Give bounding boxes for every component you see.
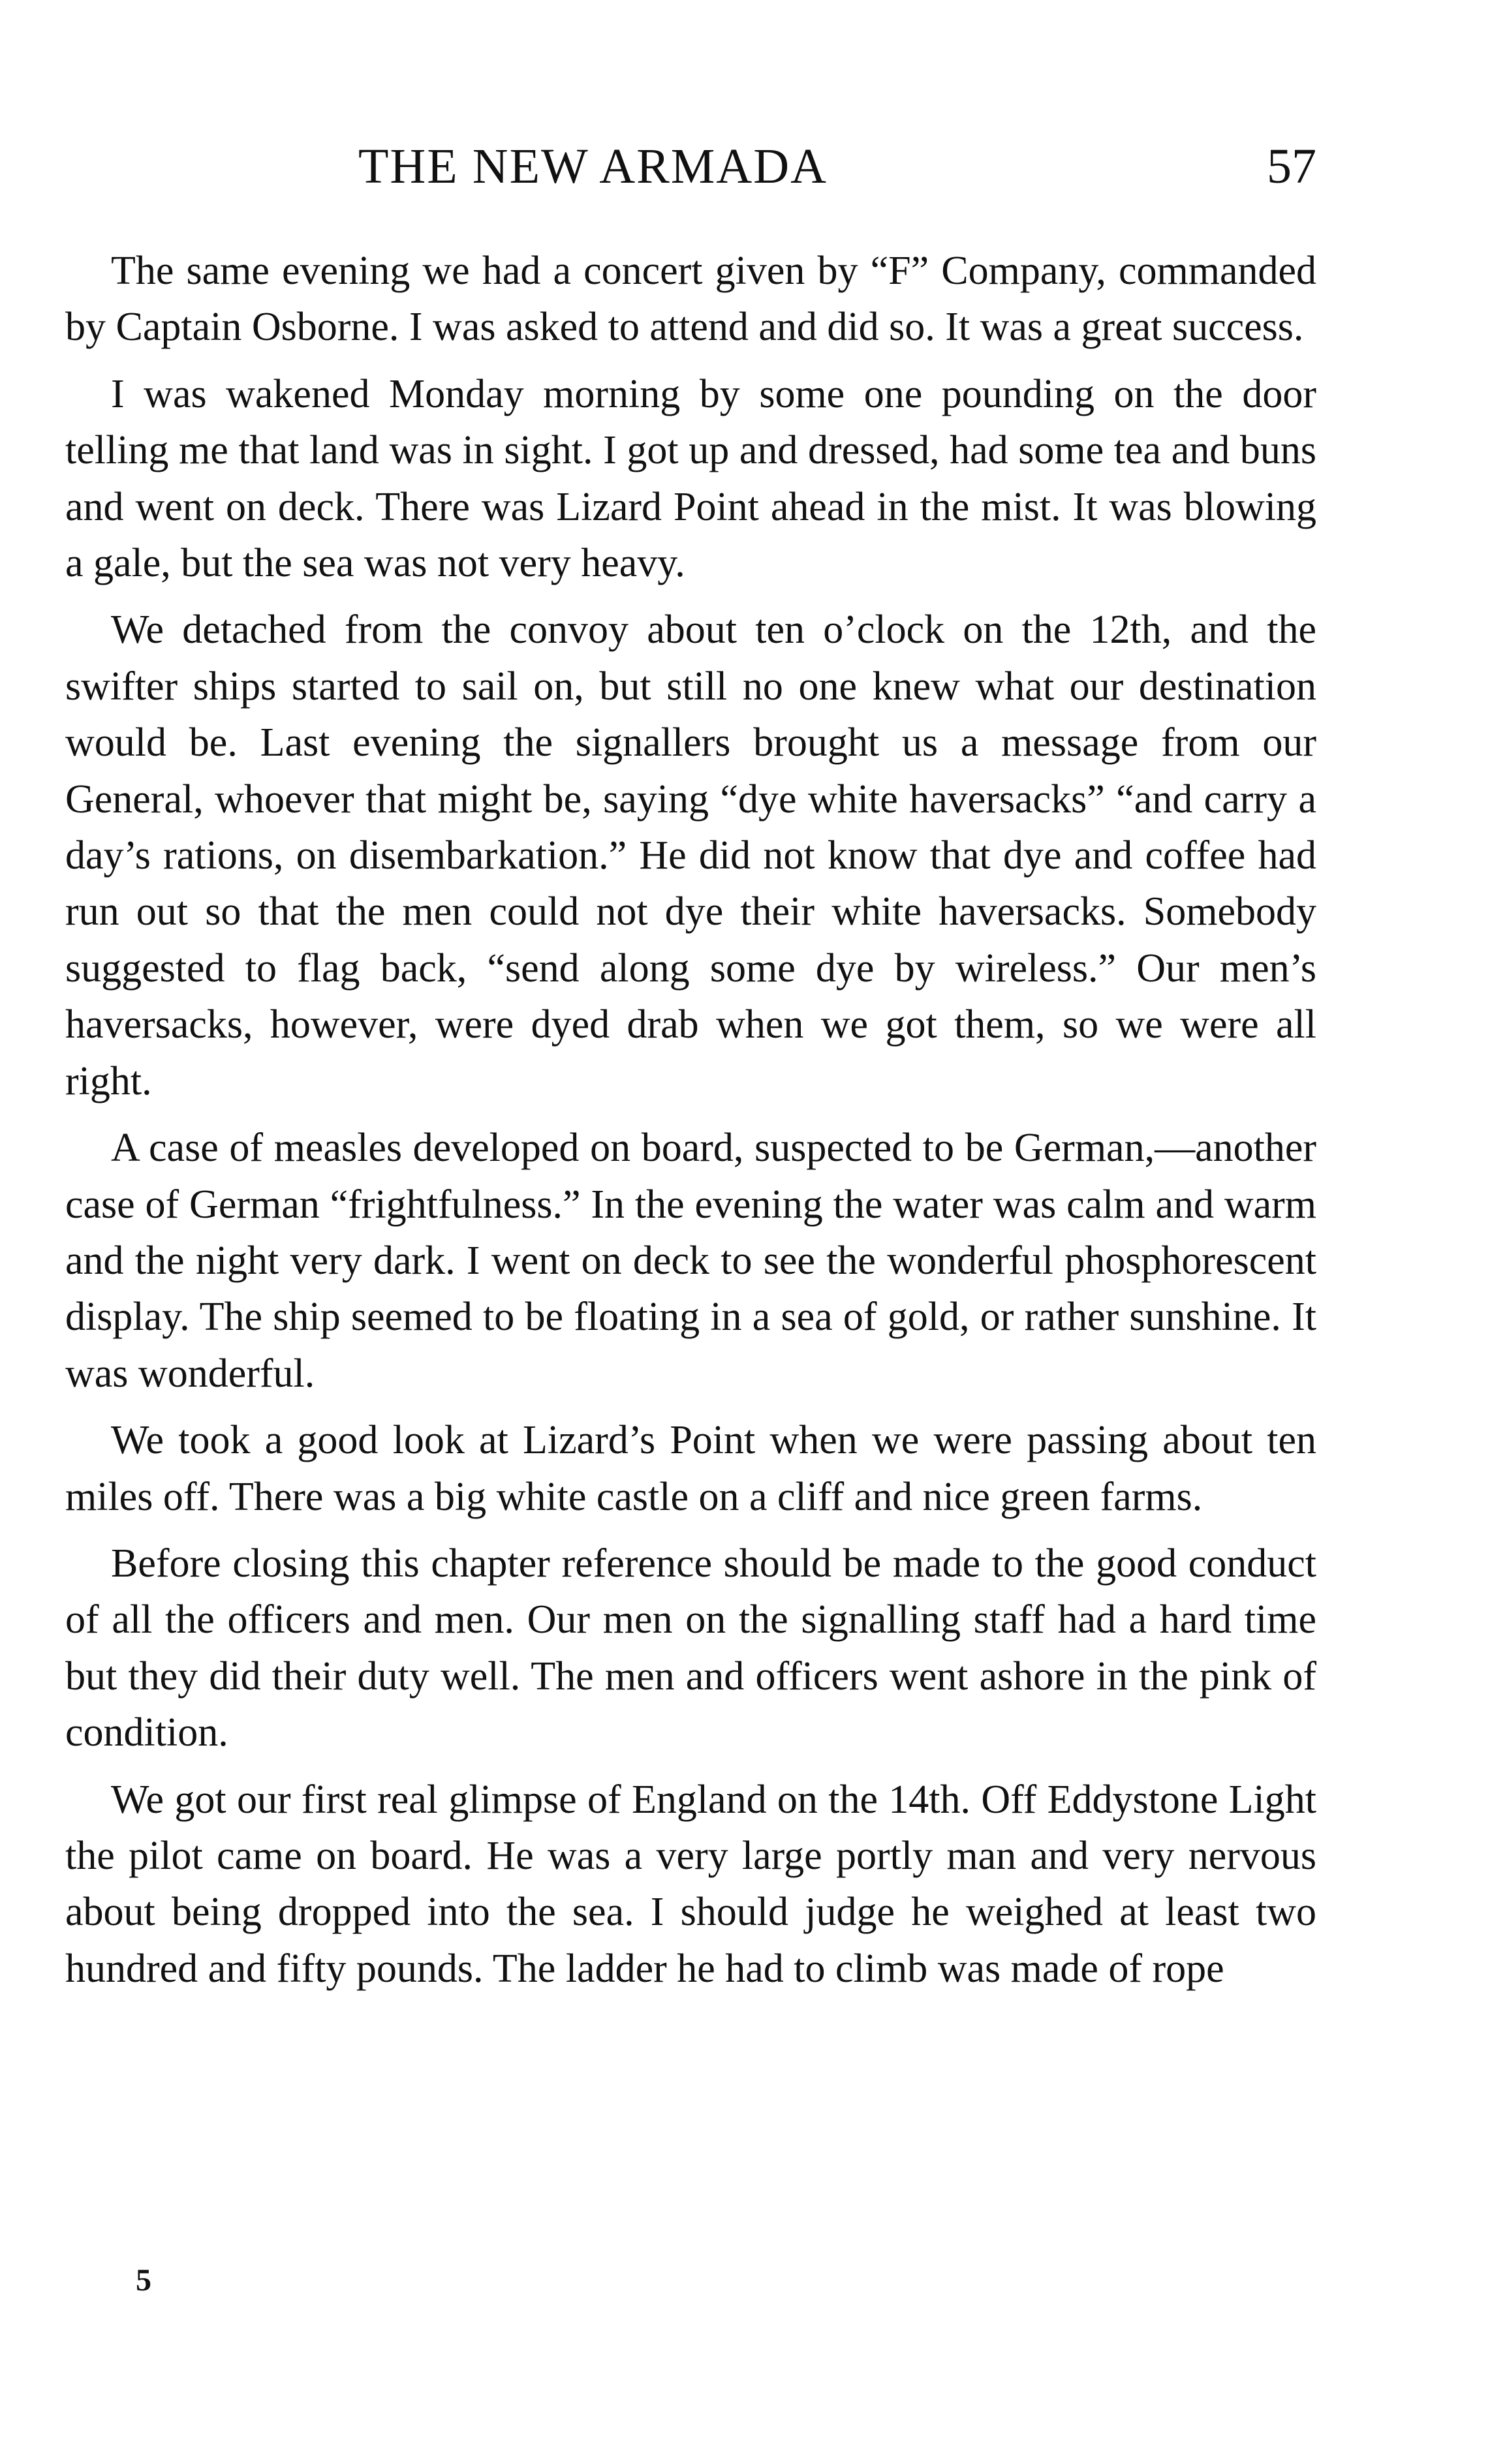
paragraph: Before closing this chapter reference should be made to the good conduct of all the officers and men. Our men on the signalling staff had a hard time but they did their duty well. The men and officers went ashore in the pink of condition. [65, 1541, 1316, 1755]
paragraph: The same evening we had a concert given by “F” Company, commanded by Captain Osborne. I was asked to attend and did so. It was a great success. [65, 249, 1316, 350]
page-header [65, 131, 1316, 202]
signature-mark: 5 [136, 2263, 151, 2298]
paragraph: A case of measles developed on board, suspected to be German,—another case of German “frightfulness.” In the evening the water was calm and warm and the night very dark. I went on deck to see the wonderful phosphorescent display. The ship seemed to be floating in a sea of gold, or rather sunshine. It was wonderful. [65, 1126, 1316, 1396]
paragraph: We got our first real glimpse of England on the 14th. Off Eddystone Light the pilot came on board. He was a very large portly man and very nervous about being dropped into the sea. I should judge he weighed at least two hundred and fifty pounds. The ladder he had to climb was made of rope [65, 1777, 1316, 1991]
running-title: THE NEW ARMADA [358, 139, 828, 194]
paragraph: We detached from the convoy about ten o’clock on the 12th, and the swifter ships started to sail on, but still no one knew what our destination would be. Last evening the signallers brought us a message from our General, whoever that might be, saying “dye white haversacks” “and carry a day’s rations, on disembarkation.” He did not know that dye and coffee had run out so that the men could not dye their white haversacks. Somebody suggested to flag back, “send along some dye by wireless.” Our men’s haversacks, however, were dyed drab when we got them, so we were all right. [65, 608, 1316, 1103]
page-number: 57 [1267, 139, 1316, 194]
body-text [65, 243, 1316, 2007]
paragraph: I was wakened Monday morning by some one pounding on the door telling me that land was in sight. I got up and dressed, had some tea and buns and went on deck. There was Lizard Point ahead in the mist. It was blowing a gale, but the sea was not very heavy. [65, 371, 1316, 586]
paragraph: We took a good look at Lizard’s Point when we were passing about ten miles off. There was a big white castle on a cliff and nice green farms. [65, 1418, 1316, 1519]
